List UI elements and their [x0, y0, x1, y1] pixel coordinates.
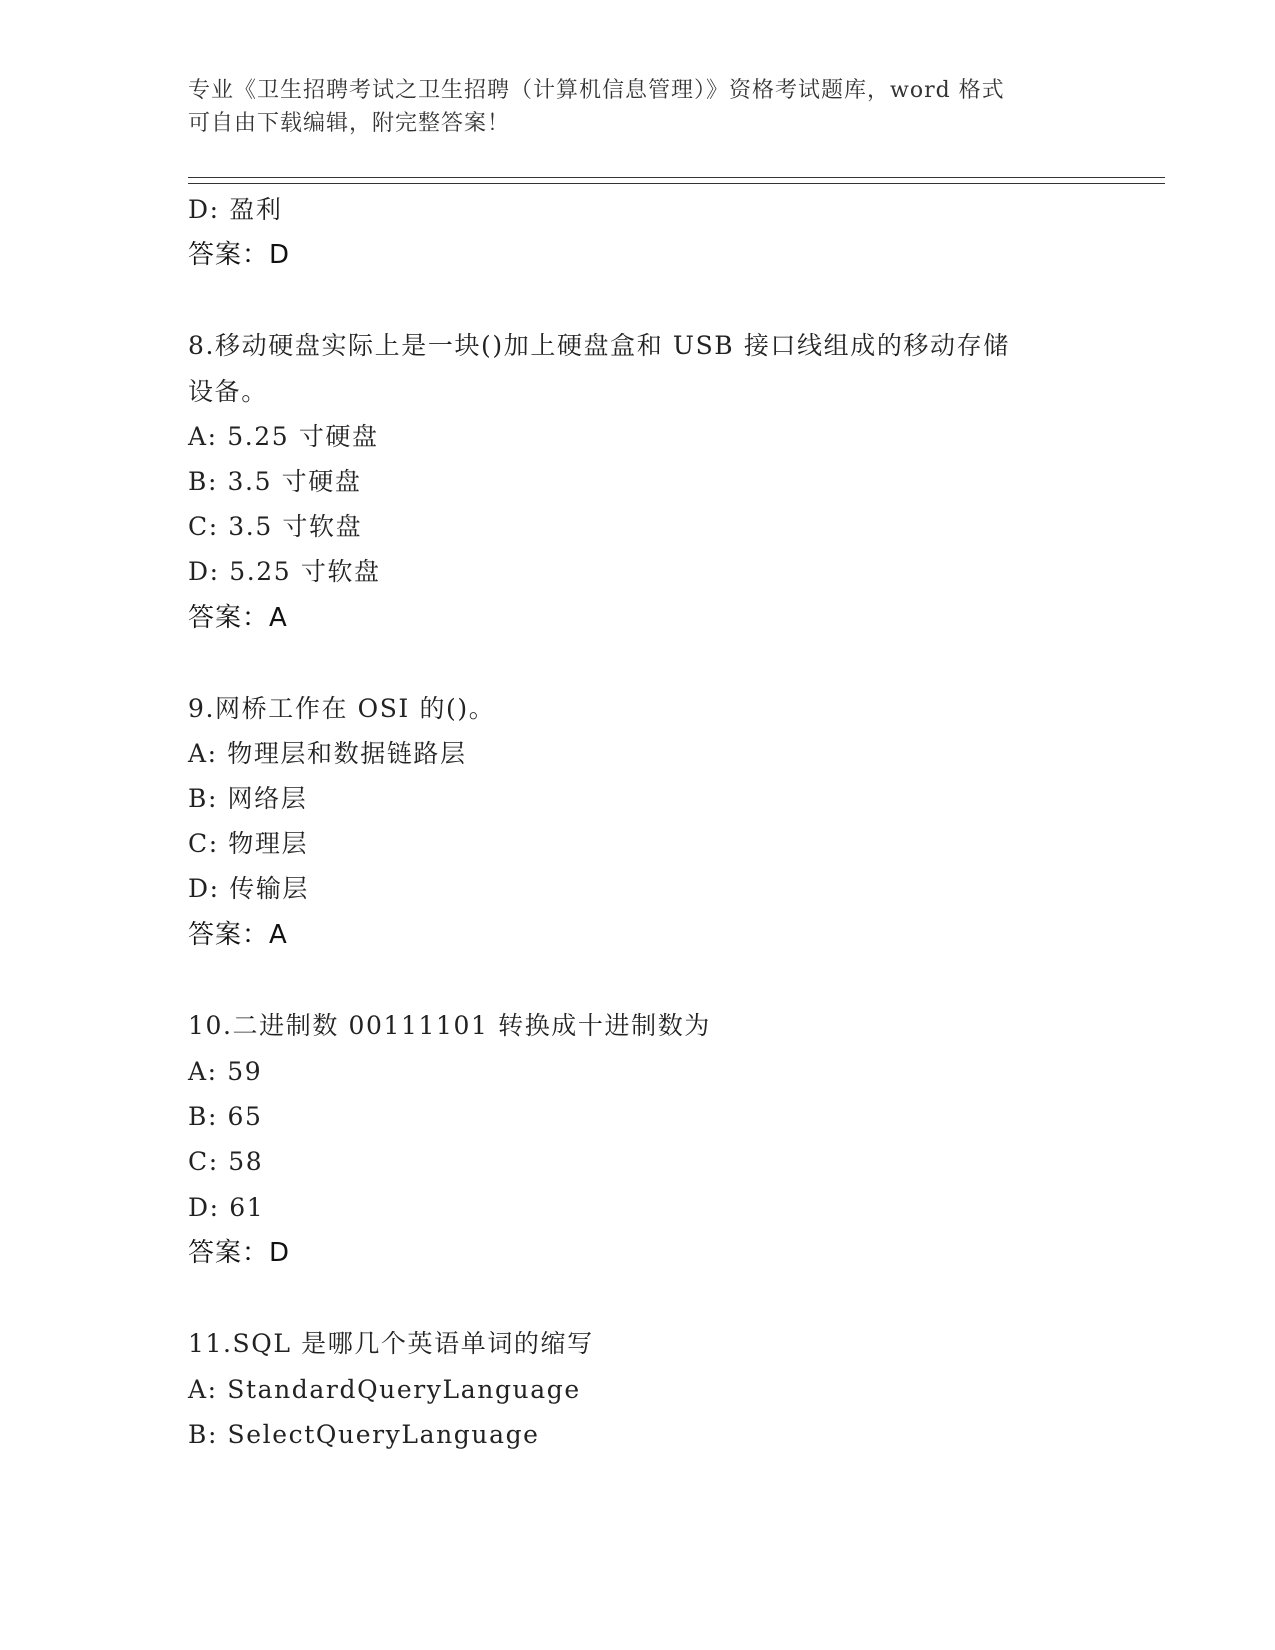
q9-option-b: B: 网络层 [188, 784, 308, 813]
q10-answer: 答案：D [188, 1238, 291, 1268]
q8-stem-line-1: 8.移动硬盘实际上是一块()加上硬盘盒和 USB 接口线组成的移动存储 [188, 331, 1010, 360]
q9-option-c: C: 物理层 [188, 829, 309, 858]
q9-option-a: A: 物理层和数据链路层 [188, 739, 467, 768]
q10-stem: 10.二进制数 00111101 转换成十进制数为 [188, 1011, 711, 1040]
q11-option-b: B: SelectQueryLanguage [188, 1420, 540, 1449]
q10-option-c: C: 58 [188, 1147, 264, 1176]
q11-stem: 11.SQL 是哪几个英语单词的缩写 [188, 1329, 594, 1358]
header-rule-bottom [188, 183, 1165, 184]
q8-option-a: A: 5.25 寸硬盘 [188, 422, 379, 451]
prev-question-answer: 答案：D [188, 240, 291, 270]
q8-stem-line-2: 设备。 [188, 377, 268, 406]
q8-option-d: D: 5.25 寸软盘 [188, 557, 381, 586]
q10-option-d: D: 61 [188, 1193, 265, 1222]
q8-option-c: C: 3.5 寸软盘 [188, 512, 363, 541]
q8-option-b: B: 3.5 寸硬盘 [188, 467, 362, 496]
q10-option-a: A: 59 [188, 1057, 263, 1086]
q9-option-d: D: 传输层 [188, 874, 310, 903]
header-line-1: 专业《卫生招聘考试之卫生招聘（计算机信息管理）》资格考试题库，word 格式 [188, 78, 1005, 103]
header-rule-top [188, 177, 1165, 178]
q8-answer: 答案：A [188, 603, 288, 633]
prev-question-option-d: D: 盈利 [188, 195, 283, 224]
q11-option-a: A: StandardQueryLanguage [188, 1375, 581, 1404]
q9-answer: 答案：A [188, 920, 288, 950]
document-header [188, 74, 1088, 140]
q9-stem: 9.网桥工作在 OSI 的()。 [188, 694, 496, 723]
header-line-2: 可自由下载编辑，附完整答案！ [188, 111, 511, 136]
q10-option-b: B: 65 [188, 1102, 263, 1131]
